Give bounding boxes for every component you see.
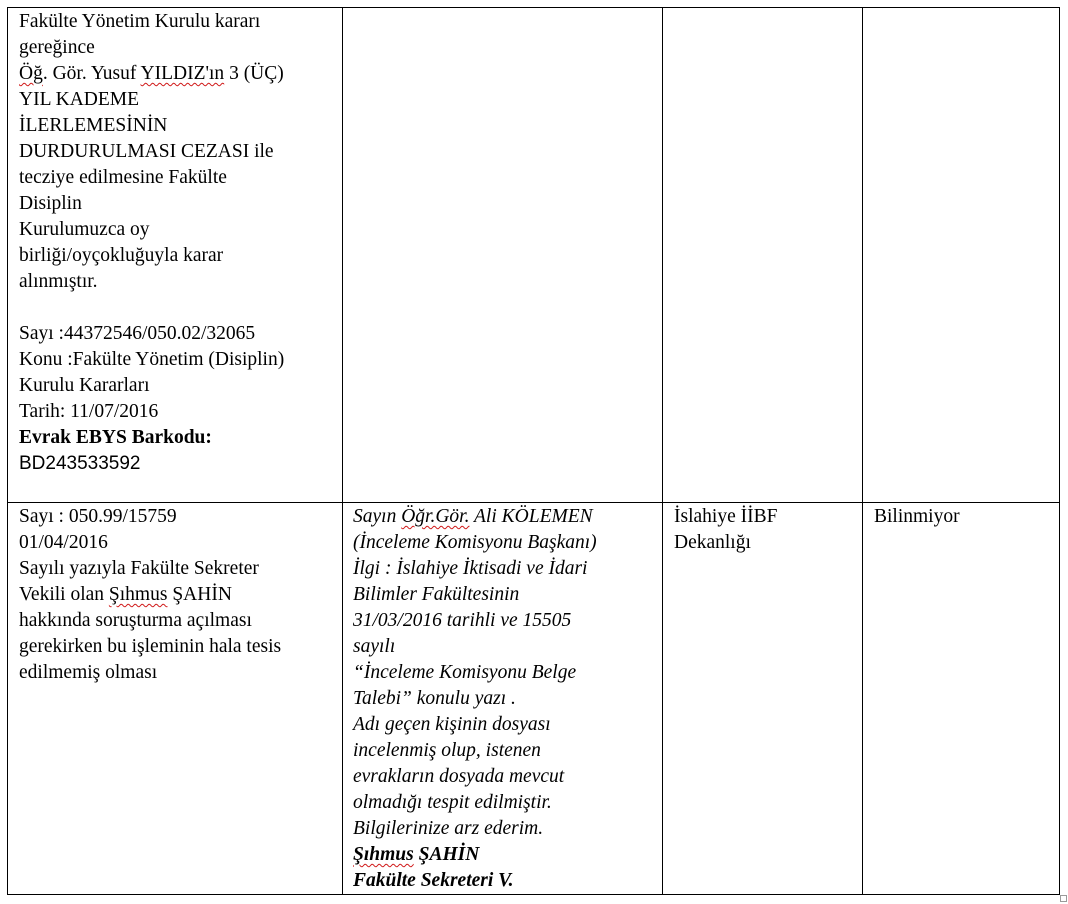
text-line: Talebi” konulu yazı . [353, 688, 516, 709]
subject-line: Konu :Fakülte Yönetim (Disiplin) [19, 349, 285, 370]
text-line: Disiplin [19, 193, 82, 214]
text-line: Fakülte Yönetim Kurulu kararı [19, 11, 261, 32]
text-line: İlgi : İslahiye İktisadi ve İdari [353, 558, 588, 579]
text-fragment: ŞAHİN [167, 584, 232, 605]
table-resize-handle[interactable] [1060, 895, 1067, 902]
table-row [8, 503, 1060, 895]
row1-col1-cell [8, 8, 343, 503]
text-line: YIL KADEME [19, 89, 140, 110]
text-line: (İnceleme Komisyonu Başkanı) [353, 532, 597, 553]
row1-col4-cell [863, 8, 1060, 503]
spellcheck-word: Şıhmus [353, 844, 414, 865]
date-line: 01/04/2016 [19, 532, 108, 553]
text-line: gereğince [19, 37, 95, 58]
blank-line [19, 295, 332, 321]
text-line: Dekanlığı [674, 532, 751, 553]
spellcheck-word: Öğr.Gör. [401, 506, 470, 527]
row1-col2-cell [343, 8, 663, 503]
text-line: tecziye edilmesine Fakülte [19, 167, 227, 188]
signature-title: Fakülte Sekreteri V. [353, 870, 514, 891]
text-line [353, 504, 652, 530]
text-line [19, 582, 332, 608]
text-fragment: 3 (ÜÇ) [224, 63, 284, 84]
text-line: incelenmiş olup, istenen [353, 740, 541, 761]
spellcheck-word: Öğ [19, 63, 43, 84]
barcode-label: Evrak EBYS Barkodu: [19, 427, 212, 448]
row2-col4-cell [863, 503, 1060, 895]
text-line: “İnceleme Komisyonu Belge [353, 662, 577, 683]
text-line: birliği/oyçokluğuyla karar [19, 245, 224, 266]
date-line: Tarih: 11/07/2016 [19, 401, 159, 422]
text-line: evrakların dosyada mevcut [353, 766, 565, 787]
text-line: Kurulumuzca oy [19, 219, 150, 240]
text-line: hakkında soruşturma açılması [19, 610, 252, 631]
text-fragment: Ali KÖLEMEN [469, 506, 593, 527]
text-line [19, 61, 332, 87]
text-fragment: . Gör. Yusuf [42, 63, 141, 84]
spellcheck-word: YILDIZ'ın [140, 63, 225, 84]
text-line: Adı geçen kişinin dosyası [353, 714, 551, 735]
row1-col3-cell [663, 8, 863, 503]
document-number: Sayı :44372546/050.02/32065 [19, 323, 256, 344]
text-line: Sayılı yazıyla Fakülte Sekreter [19, 558, 259, 579]
spellcheck-word: Şıhmus [108, 584, 168, 605]
signature-name [353, 842, 652, 868]
text-line: İLERLEMESİNİN [19, 115, 168, 136]
text-line: DURDURULMASI CEZASI ile [19, 141, 274, 162]
text-line: İslahiye İİBF [674, 506, 778, 527]
text-line: sayılı [353, 636, 396, 657]
table-row [8, 8, 1060, 503]
text-fragment: Vekili olan [19, 584, 109, 605]
subject-line: Kurulu Kararları [19, 375, 150, 396]
barcode-value: BD243533592 [19, 453, 141, 474]
document-table [7, 7, 1060, 895]
text-line: olmadığı tespit edilmiştir. [353, 792, 552, 813]
text-fragment: ŞAHİN [413, 844, 480, 865]
text-line: gerekirken bu işleminin hala tesis [19, 636, 282, 657]
row2-col3-cell [663, 503, 863, 895]
text-line: Bilgilerinize arz ederim. [353, 818, 544, 839]
text-line: alınmıştır. [19, 271, 98, 292]
text-line: Bilimler Fakültesinin [353, 584, 520, 605]
row2-col1-cell [8, 503, 343, 895]
text-line: 31/03/2016 tarihli ve 15505 [353, 610, 572, 631]
row2-col2-cell [343, 503, 663, 895]
document-number: Sayı : 050.99/15759 [19, 506, 177, 527]
text-line: edilmemiş olması [19, 662, 158, 683]
text-fragment: Sayın [353, 506, 402, 527]
text-line: Bilinmiyor [874, 506, 960, 527]
